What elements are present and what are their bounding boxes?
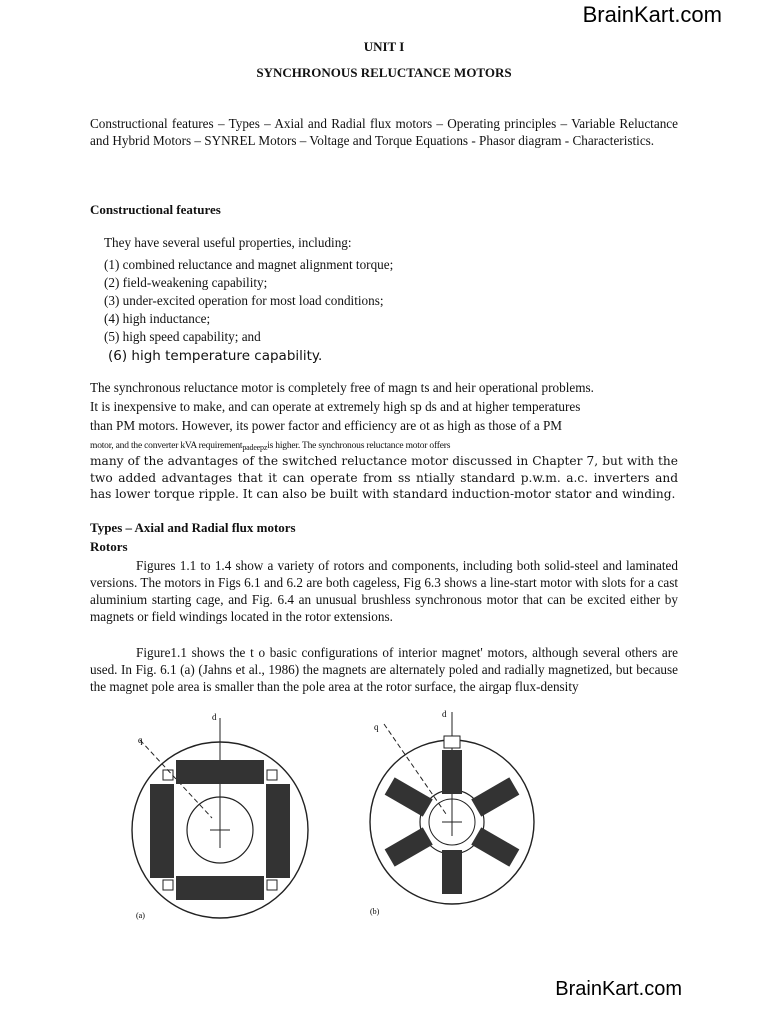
small-print-text: is higher. The synchronous reluctance motor offers (267, 441, 451, 451)
syllabus-intro: Constructional features – Types – Axial and Radial flux motors – Operating principles – Variable Reluctance and Hybrid Motors – SYNREL Motors – Voltage and Torque Equations - Phasor diagram - Characteristics. (90, 116, 678, 148)
rotors-paragraph-text: Figures 1.1 to 1.4 show a variety of rotors and components, including both solid-steel and laminated versions. The motors in Figs 6.1 and 6.2 are both cageless, Fig 6.3 shows a line-start motor with slots for a cast aluminium starting cage, and Fig. 6.4 an unusual brushless synchronous motor that can be excited either by magnets or field windings located in the rotor extensions. (90, 558, 678, 624)
magnet-spoke (442, 750, 462, 794)
paragraph-line: The synchronous reluctance motor is completely free of magn ts and heir operational problems. (90, 380, 594, 395)
heading-types: Types – Axial and Radial flux motors (90, 520, 296, 535)
list-item: (5) high speed capability; and (104, 329, 261, 344)
unit-title: UNIT I (363, 39, 405, 54)
q-axis-label: q (138, 735, 143, 745)
list-item: (6) high temperature capability. (108, 348, 323, 364)
properties-lead: They have several useful properties, including: (104, 235, 352, 250)
list-item: (1) combined reluctance and magnet alignment torque; (104, 257, 394, 272)
brainkart-watermark-bottom: BrainKart.com (555, 978, 682, 1000)
paragraph-line: than PM motors. However, its power factor and efficiency are ot as high as those of a PM (90, 418, 563, 433)
heading-constructional-features: Constructional features (90, 202, 221, 217)
synrel-continuation-paragraph: many of the advantages of the switched reluctance motor discussed in Chapter 7, but with the two added advantages that it can operate from ss ntially standard p.w.m. a.c. inverters and has lower torque ripple. It can also be built with standard induction-motor stator and winding. (90, 454, 678, 501)
small-print-subscript: padeepz (242, 443, 268, 452)
list-item: (4) high inductance; (104, 311, 211, 326)
d-axis-label: d (212, 712, 217, 722)
small-print-line (90, 441, 450, 452)
list-item: (2) field-weakening capability; (104, 275, 268, 290)
magnet-spoke (471, 827, 519, 866)
properties-list (104, 256, 393, 366)
magnet-spoke (442, 850, 462, 894)
magnet-spoke (471, 777, 519, 816)
synrel-advantages-paragraph (90, 378, 678, 435)
heading-rotors: Rotors (90, 539, 128, 554)
magnet-right (266, 784, 290, 878)
figure-a-caption: (a) (136, 911, 145, 920)
magnet-spoke (385, 827, 433, 866)
magnet-spoke (385, 777, 433, 816)
magnet-bottom (176, 876, 264, 900)
small-print-text: motor, and the converter kVA requirement (90, 441, 243, 451)
rotor-figure-a (130, 710, 320, 925)
paragraph-line: It is inexpensive to make, and can operate at extremely high sp ds and at higher temperatures (90, 399, 581, 414)
rotors-paragraph (90, 557, 678, 625)
magnet-left (150, 784, 174, 878)
interior-magnet-paragraph (90, 644, 678, 695)
figure-b-caption: (b) (370, 907, 380, 916)
q-axis-label: q (374, 722, 379, 732)
d-axis-label: d (442, 709, 447, 719)
brainkart-watermark-top: BrainKart.com (582, 2, 722, 27)
interior-magnet-paragraph-text: Figure1.1 shows the t o basic configurations of interior magnet' motors, although several others are used. In Fig. 6.1 (a) (Jahns et al., 1986) the magnets are alternately poled and radially magnetized, but because the magnet pole area is smaller than the pole area at the rotor surface, the airgap flux-density (90, 645, 678, 694)
rotor-figure-b (366, 706, 546, 921)
list-item: (3) under-excited operation for most load conditions; (104, 293, 384, 308)
chapter-title: SYNCHRONOUS RELUCTANCE MOTORS (256, 65, 512, 80)
magnet-top (176, 760, 264, 784)
